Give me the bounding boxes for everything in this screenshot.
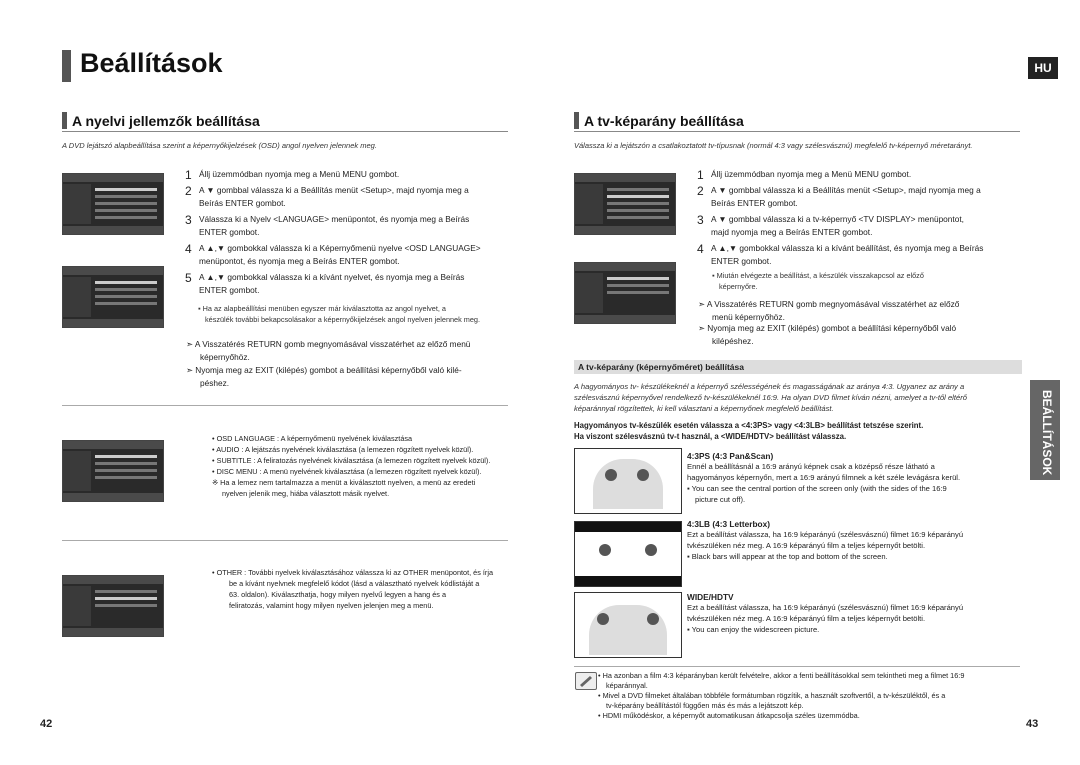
right-section-bar (574, 112, 579, 129)
step-text: A ▲,▼ gombokkal válassza ki a Képernyőmenü nyelve <OSD LANGUAGE> (199, 243, 481, 253)
language-menu-screenshot (62, 440, 164, 502)
step-number: 3 (185, 213, 192, 227)
step-number: 1 (697, 168, 704, 182)
step-number: 5 (185, 271, 192, 285)
step-text: Válassza ki a Nyelv <LANGUAGE> menüpontot, és nyomja meg a Beírás (199, 214, 470, 224)
setup-menu-screenshot-2 (62, 266, 164, 328)
title-bar-decoration (62, 50, 71, 82)
left-note: ▪ Ha az alapbeállítási menüben egyszer már kiválasztotta az angol nyelvet, a készülék további bekapcsolásakor a képernyőkijelzések angol nyelven jelennek meg. (198, 304, 481, 324)
left-section-title: A nyelvi jellemzők beállítása (72, 113, 260, 129)
right-intro: Válassza ki a lejátszón a csatlakoztatott tv-típusnak (normál 4:3 vagy szélesvásznú) megfelelő tv-képernyő méretarányt. (574, 141, 973, 150)
step-text: Beírás ENTER gombot. (711, 198, 798, 208)
letterbox-illustration (574, 521, 682, 587)
aspect-instruction: Hagyományos tv-készülék esetén válassza a <4:3PS> vagy <4:3LB> beállítást tetszése szerint. Ha viszont szélesvásznú tv-t használ, a <WIDE/HDTV> beállítást válassza. (574, 421, 924, 441)
right-steps (697, 166, 1027, 269)
tv-setup-screenshot-2 (574, 262, 676, 324)
step-number: 4 (697, 242, 704, 256)
page-number-left: 42 (40, 718, 53, 730)
left-divider-2 (62, 540, 508, 541)
left-return-note: ➣ A Visszatérés RETURN gomb megnyomásával visszatérhet az előző menü képernyőhöz. (186, 339, 471, 362)
right-exit-note: ➣ Nyomja meg az EXIT (kilépés) gombot a beállítási képernyőből való kilépéshez. (698, 323, 957, 346)
step-number: 2 (185, 184, 192, 198)
side-tab: BEÁLLÍTÁSOK (1030, 380, 1060, 480)
step-text: A ▲,▼ gombokkal válassza ki a kívánt nyelvet, és nyomja meg a Beírás (199, 272, 465, 282)
step-text: A ▼ gombbal válassza ki a Beállítás menüt <Setup>, majd nyomja meg a (199, 185, 469, 195)
mode-wide-hdtv: WIDE/HDTV Ezt a beállítást válassza, ha 16:9 képarányú (szélesvásznú) filmet 16:9 képarányú tvkészüléken néz meg. A 16:9 képarányú film a teljes képernyőt betölti. ▪ You can enjoy the widescreen picture. (687, 592, 964, 634)
setup-menu-screenshot-1 (62, 173, 164, 235)
right-note: ▪ Miután elvégezte a beállítást, a készülék visszakapcsol az előző képernyőre. (712, 271, 924, 291)
step-text: ENTER gombot. (199, 285, 260, 295)
wide-hdtv-illustration (574, 592, 682, 658)
step-text: Állj üzemmódban nyomja meg a Menü MENU gombot. (711, 169, 912, 179)
left-section-bar (62, 112, 67, 129)
language-options-list: • OSD LANGUAGE : A képernyőmenü nyelvének kiválasztása • AUDIO : A lejátszás nyelvének kiválasztása (a lemezen rögzített nyelvek közül). • SUBTITLE : A feliratozás nyelvének kiválasztása (a lemezen rögzített nyelvek közül). • DISC MENU : A menü nyelvének kiválasztása (a lemezen rögzített nyelvek közül). ※ Ha a lemez nem tartalmazza a menüt a kiválasztott nyelven, a menü az eredeti nyelven jelenik meg, hiába választott másik nyelvet. (212, 434, 491, 498)
right-return-note: ➣ A Visszatérés RETURN gomb megnyomásával visszatérhet az előző menü képernyőhöz. (698, 299, 960, 322)
step-text: menüpontot, és nyomja meg a Beírás ENTER gombot. (199, 256, 400, 266)
step-number: 3 (697, 213, 704, 227)
step-text: A ▼ gombbal válassza ki a Beállítás menüt <Setup>, majd nyomja meg a (711, 185, 981, 195)
left-steps (185, 166, 505, 299)
step-number: 2 (697, 184, 704, 198)
left-section-rule (62, 131, 508, 132)
left-divider-1 (62, 405, 508, 406)
page-title: Beállítások (80, 48, 223, 78)
language-badge: HU (1028, 57, 1058, 79)
mode-pan-scan: 4:3PS (4:3 Pan&Scan) Ennél a beállításnál a 16:9 arányú képnek csak a középső része látható a hagyományos képernyőn, mert a 16:9 arányú filmnek a két széle levágásra kerül. ▪ You can see the central portion of the screen only (with the sides of the 16:9 picture cut off). (687, 451, 961, 504)
step-number: 1 (185, 168, 192, 182)
mode-letterbox: 4:3LB (4:3 Letterbox) Ezt a beállítást válassza, ha 16:9 képarányú (szélesvásznú) filmet 16:9 képarányú tvkészüléken néz meg. A 16:9 képarányú film a teljes képernyőt betölti. ▪ Black bars will appear at the top and bottom of the screen. (687, 519, 964, 561)
right-divider (574, 666, 1020, 667)
step-text: ENTER gombot. (711, 256, 772, 266)
step-number: 4 (185, 242, 192, 256)
bottom-notes: • Ha azonban a film 4:3 képarányban került felvételre, akkor a fenti beállításokkal sem tekintheti meg a filmet 16:9 képaránnyal. • Mivel a DVD filmeket általában többféle formátumban rögzítik, a használt szoftvertől, a tv-készüléktől, és a tv-képarány beállítástól függően más és más a lejátszott kép. • HDMI működéskor, a képernyőt automatikusan átkapcsolja széles üzemmódba. (598, 671, 965, 720)
note-pencil-icon (575, 672, 597, 690)
pan-scan-illustration (574, 448, 682, 514)
right-section-rule (574, 131, 1020, 132)
step-text: ENTER gombot. (199, 227, 260, 237)
step-text: Állj üzemmódban nyomja meg a Menü MENU gombot. (199, 169, 400, 179)
other-language-text: • OTHER : További nyelvek kiválasztásához válassza ki az OTHER menüpontot, és írja be a kívánt nyelvnek megfelelő kódot (lásd a választható nyelvek kódlistáját a 63. oldalon). Kiválaszthatja, hogy milyen nyelvű legyen a hang és a feliratozás, valamint hogy milyen nyelven jelenjen meg a menü. (212, 568, 494, 610)
right-section-title: A tv-képarány beállítása (584, 113, 744, 129)
aspect-paragraph: A hagyományos tv- készülékeknél a képernyő szélességének és magasságának az aránya 4:3. Ugyanez az arány a szélesvásznú képernyővel rendelkező tv-készülékeknél 16:9. Ha olyan DVD filmet kíván nézni, amelyet a tv-től eltérő képaránnyal rögzítettek, ki kell választani a képernyőnek megfelelő beállítást. (574, 382, 967, 413)
step-text: Beírás ENTER gombot. (199, 198, 286, 208)
step-text: majd nyomja meg a Beírás ENTER gombot. (711, 227, 873, 237)
left-exit-note: ➣ Nyomja meg az EXIT (kilépés) gombot a beállítási képernyőből való kilé- péshez. (186, 365, 462, 388)
step-text: A ▲,▼ gombokkal válassza ki a kívánt beállítást, és nyomja meg a Beírás (711, 243, 984, 253)
page-number-right: 43 (1026, 718, 1039, 730)
other-language-screenshot (62, 575, 164, 637)
step-text: A ▼ gombbal válassza ki a tv-képernyő <TV DISPLAY> menüpontot, (711, 214, 964, 224)
left-intro: A DVD lejátszó alapbeállítása szerint a képernyőkijelzések (OSD) angol nyelven jelennek meg. (62, 141, 377, 150)
aspect-subheading: A tv-képarány (képernyőméret) beállítása (574, 360, 1022, 374)
tv-setup-screenshot-1 (574, 173, 676, 235)
